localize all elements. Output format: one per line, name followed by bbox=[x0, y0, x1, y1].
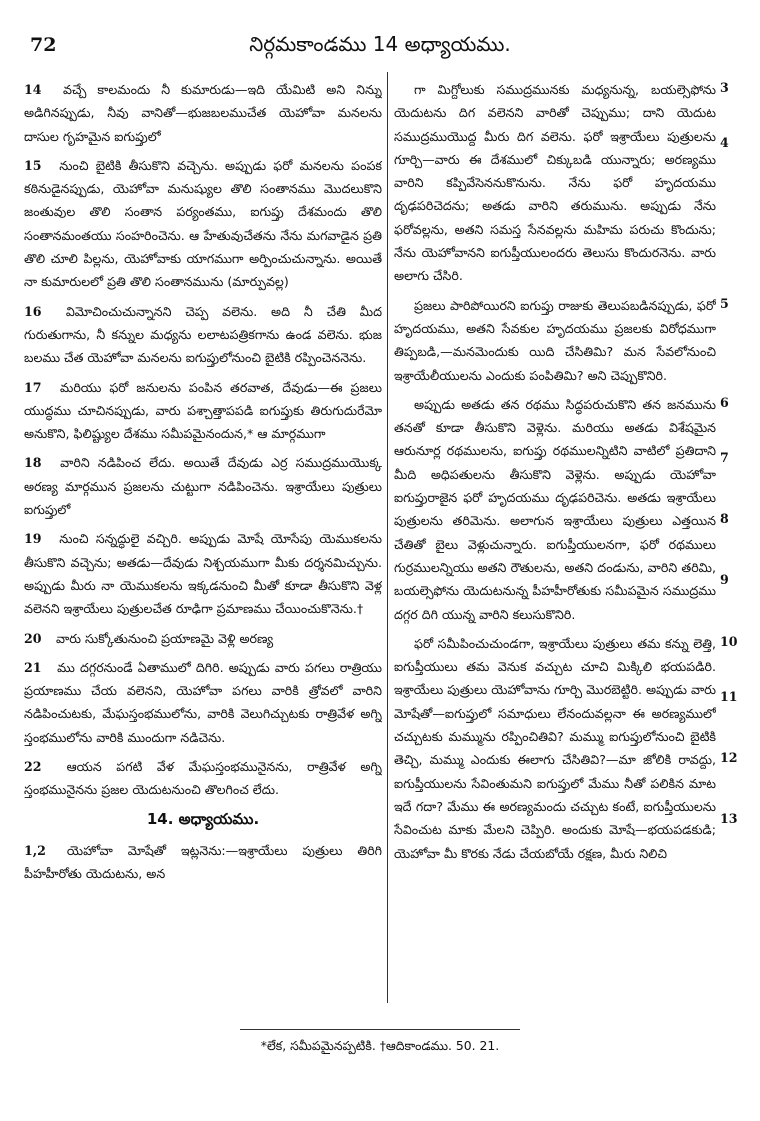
margin-verse-numbers bbox=[720, 634, 738, 872]
margin-verse-number: 12 bbox=[720, 750, 738, 765]
footnote: *లేక, సమీపమైనప్పటికి. †ఆదికాండము. 50. 21. bbox=[260, 1038, 500, 1053]
verse-text: నుంచి సన్నద్ధులై వచ్చిరి. అప్పుడు మోషే యోసేపు యెముకలను తీసుకొని వచ్చెను; అతడు—దేవుడు నిశ్చయముగా మీకు దర్శనమిచ్చును. అప్పుడు మీరు నా యెముకలను ఇక్కడనుంచి మీతో కూడా తీసుకొని వెళ్ల వలెనని ఇశ్రాయేలు పుత్రులచేత రూఢిగా ప్రమాణము చేయించుకొనెను.† bbox=[24, 531, 382, 617]
verse-number: 20 bbox=[24, 630, 42, 646]
column-divider bbox=[387, 72, 388, 1003]
running-title: నిర్గమకాండము 14 అధ్యాయము. bbox=[249, 32, 511, 56]
verse-number: 19 bbox=[24, 531, 42, 547]
verse-text: వచ్చే కాలమందు నీ కుమారుడు—ఇది యేమిటి అని నిన్ను అడిగినప్పుడు, నీవు వానితో—భుజబలముచేత యెహోవా మనలను దాసుల గృహమైన ఐగుప్తులో bbox=[24, 82, 382, 144]
verse-text: ఫరో సమీపించుచుండగా, ఇశ్రాయేలు పుత్రులు తమ కన్ను లెత్తి, ఐగుప్తీయులు తమ వెనుక వచ్చుట చూచి మిక్కిలి భయపడిరి. ఇశ్రాయేలు పుత్రులు యెహోవాను గూర్చి మొరబెట్టిరి. అప్పుడు వారు మోషేతో—ఐగుప్తులో సమాధులు లేనందువల్లనా ఈ అరణ్యములో చచ్చుటకు మమ్మును రప్పించితివి? మమ్ము ఐగుప్తులోనుంచి బైటికి తెచ్చి, మమ్ము ఎందుకు ఈలాగు చేసితివి?—మా జోలికి రావద్దు, ఐగుప్తీయులను సేవింతుమని ఐగుప్తులో మేము నీతో పలికిన మాట ఇదే గదా? మేము ఈ అరణ్యమందు చచ్చుట కంటే, ఐగుప్తీయులను సేవించుట మాకు మేలని చెప్పిరి. అందుకు మోషే—భయపడకుడి; యెహోవా మీ కొరకు నేడు చేయబోయే రక్షణ, మీరు నిలిచి bbox=[394, 635, 716, 861]
verse-text: మరియు ఫరో జనులను పంపిన తరవాత, దేవుడు—ఈ ప్రజలు యుద్ధము చూచినప్పుడు, వారు పశ్చాత్తాపపడి ఐగుప్తుకు తిరుగుదురేమో అనుకొని, ఫిలిష్ట్యుల దేశము సమీపమైనందున,* ఆ మార్గముగా bbox=[24, 379, 382, 442]
verse-paragraph bbox=[24, 78, 382, 148]
verse-text: ఆయన పగటి వేళ మేఘస్తంభమునైనను, రాత్రివేళ అగ్ని స్తంభమునైనను ప్రజల యెదుటనుంచి తొలగించ లేదు. bbox=[24, 759, 382, 798]
verse-text: ప్రజలు పారిపోయిరని ఐగుప్తు రాజుకు తెలుపబడినప్పుడు, ఫరో హృదయము, అతని సేవకుల హృదయము ప్రజలకు విరోధముగా తిప్పబడి,—మనమెందుకు యిది చేసితిమి? మన సేవలోనుంచి ఇశ్రాయేలీయులను ఎందుకు పంపితిమి? అని చెప్పుకొనిరి. bbox=[394, 297, 716, 383]
margin-verse-numbers bbox=[720, 80, 729, 196]
verse-number: 15 bbox=[24, 157, 42, 173]
margin-verse-number: 7 bbox=[720, 450, 729, 465]
verse-number: 22 bbox=[24, 759, 42, 775]
margin-verse-number: 9 bbox=[720, 572, 729, 587]
verse-text: వారు సుక్కోతునుంచి ప్రయాణమై వెళ్లి అరణ్య bbox=[52, 630, 274, 646]
margin-verse-number: 13 bbox=[720, 811, 738, 826]
verse-text: అప్పుడు అతడు తన రథము సిద్ధపరుచుకొని తన జనమును తనతో కూడా తీసుకొని వెళ్లెను. మరియు అతడు విశేషమైన ఆరునూర్ల రథములను, ఐగుప్తు రథములన్నిటిని వాటిలో ప్రతిదాని మీది అధిపతులను తీసుకొని వెళ్లెను. అప్పుడు యెహోవా ఐగుప్తురాజైన ఫరో హృదయము దృఢపరిచెను. అతడు ఇశ్రాయేలు పుత్రులను తరిమెను. అలాగున ఇశ్రాయేలు పుత్రులు ఎత్తయిన చేతితో బైలు వెళ్లుచున్నారు. ఐగుప్తీయులనగా, ఫరో రథములు గుర్రములన్నియు అతని రౌతులను, అతని దండును, వారిని తరిమి, బయల్సెఫోను యెదుటనున్న పీహహీరోతుకు సమీపమైన సముద్రము దగ్గర దిగి యున్న వారిని కలుసుకొనిరి. bbox=[394, 396, 716, 622]
left-column bbox=[24, 78, 382, 999]
verse-text: వారిని నడిపించ లేదు. అయితే దేవుడు ఎర్ర సముద్రముయొక్క అరణ్య మార్గమున ప్రజలను చుట్టుగా నడిపించెను. ఇశ్రాయేలు పుత్రులు ఐగుప్తులో bbox=[24, 455, 382, 518]
margin-verse-number: 10 bbox=[720, 634, 738, 649]
verse-number: 17 bbox=[24, 379, 42, 395]
margin-verse-number: 11 bbox=[720, 689, 738, 704]
verse-number: 18 bbox=[24, 455, 42, 471]
verse-number: 14 bbox=[24, 82, 42, 97]
margin-verse-number: 8 bbox=[720, 511, 729, 526]
verse-number: 21 bbox=[24, 659, 42, 675]
right-column bbox=[394, 78, 716, 999]
verse-paragraph bbox=[24, 527, 382, 620]
verse-paragraph bbox=[24, 154, 382, 294]
verse-number: 1,2 bbox=[24, 842, 46, 858]
verse-text: యెహోవా మోషేతో ఇట్లనెను:—ఇశ్రాయేలు పుత్రులు తిరిగి పీహహీరోతు యెదుటను, అన bbox=[24, 842, 382, 882]
margin-verse-number: 6 bbox=[720, 395, 729, 410]
verse-paragraph bbox=[24, 627, 382, 650]
verse-text: విమోచించుచున్నానని చెప్ప వలెను. అది నీ చేతి మీద గురుతుగాను, నీ కన్నుల మధ్యను లలాటపత్రికగాను ఉండ వలెను. భుజ బలము చేత యెహోవా మనలను ఐగుప్తులోనుంచి బైటికి రప్పించెననెను. bbox=[24, 303, 382, 366]
verse-paragraph bbox=[24, 376, 382, 446]
verse-paragraph bbox=[394, 632, 716, 865]
page-number: 72 bbox=[30, 34, 57, 56]
chapter-heading: 14. అధ్యాయము. bbox=[146, 809, 260, 828]
verse-text: ము దగ్గరనుండే ఏతాములో దిగిరి. అప్పుడు వారు పగలు రాత్రియు ప్రయాణము చేయ వలెనని, యెహోవా పగలు వారికి త్రోవలో వారిని నడిపించుటకు, మేఘస్తంభములోను, వారికి వెలుగిచ్చుటకు రాత్రివేళ అగ్ని స్తంభములోను వారికి ముందుగా నడిచెను. bbox=[24, 659, 382, 745]
verse-text: గా మిగ్దోలుకు సముద్రమునకు మధ్యనున్న, బయల్సెఫోను యెదుటను దిగ వలెనని వారితో చెప్పుము; దాని యెదుట సముద్రముయొద్ద మీరు దిగ వలెను. ఫరో ఇశ్రాయేలు పుత్రులను గూర్చి—వారు ఈ దేశములో చిక్కుబడి యున్నారు; అరణ్యము వారిని కప్పివేసెననుకొనును. నేను ఫరో హృదయము దృఢపరిచెదను; అతడు వారిని తరుమును. అప్పుడు నేను ఫరోవల్లను, అతని సమస్త సేనవల్లను మహిమ పరుచు కొందును; నేను యెహోవానని ఐగుప్తీయులందరు తెలుసు కొందురనెను. వారు అలాగు చేసిరి. bbox=[394, 82, 716, 284]
footnote-rule bbox=[240, 1029, 520, 1030]
margin-verse-number: 5 bbox=[720, 296, 729, 311]
verse-paragraph bbox=[394, 393, 716, 626]
margin-verse-numbers bbox=[720, 296, 729, 351]
margin-verse-numbers bbox=[720, 395, 729, 633]
verse-number: 16 bbox=[24, 303, 42, 319]
verse-paragraph bbox=[394, 78, 716, 288]
verse-paragraph bbox=[394, 294, 716, 387]
margin-verse-number: 4 bbox=[720, 135, 729, 150]
verse-paragraph bbox=[24, 300, 382, 370]
page-header bbox=[30, 28, 730, 68]
verse-paragraph bbox=[24, 755, 382, 802]
verse-paragraph bbox=[24, 656, 382, 749]
verse-paragraph bbox=[24, 839, 382, 886]
verse-paragraph bbox=[24, 451, 382, 521]
verse-text: నుంచి బైటికి తీసుకొని వచ్చెను. అప్పుడు ఫరో మనలను పంపక కఠినుడైనప్పుడు, యెహోవా మనుష్యుల తొలి సంతానము మొదలుకొని జంతువుల తొలి సంతాన పర్యంతము, ఐగుప్తు దేశమందు తొలి సంతానమంతయు సంహరించెను. ఆ హేతువుచేతను నేను మగవాడైన ప్రతి తొలి చూలి పిల్లను, యెహోవాకు యాగముగా అర్పించుచున్నాను. అయితే నా కుమారులలో ప్రతి తొలి సంతానమును (మార్పువల్ల) bbox=[24, 157, 382, 290]
margin-verse-number: 3 bbox=[720, 80, 729, 95]
